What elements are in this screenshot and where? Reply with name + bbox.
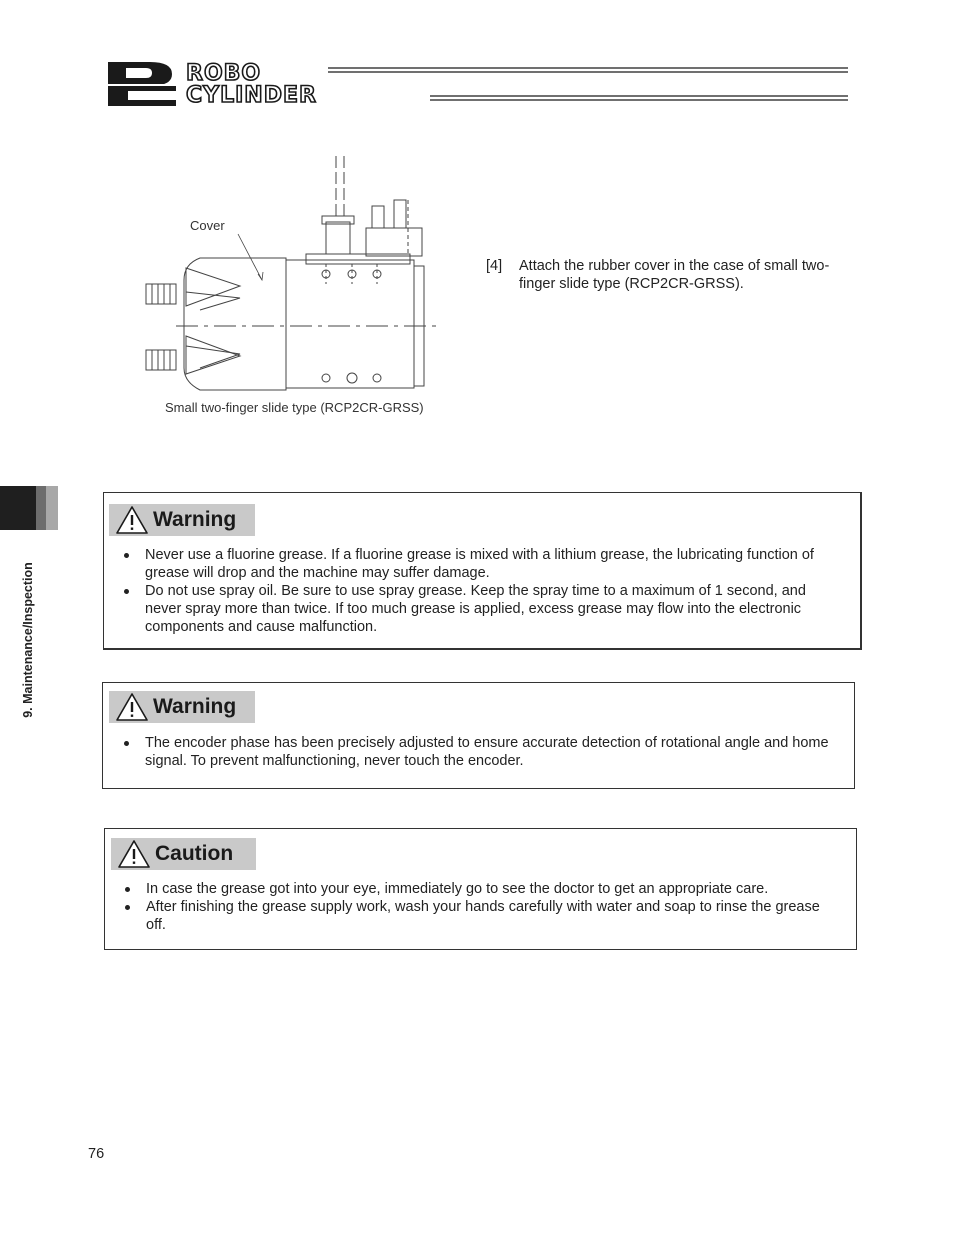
chapter-side-tab [0,486,58,530]
warning-list [120,734,842,770]
warning-triangle-icon [115,505,149,535]
page-number: 76 [88,1146,105,1162]
warning-triangle-icon [115,692,149,722]
diagram-caption: Small two-finger slide type (RCP2CR-GRSS) [165,400,424,415]
warning-box-grease [103,492,862,650]
caution-list [121,880,821,934]
step-number: [4] [486,258,503,274]
list-item: Do not use spray oil. Be sure to use spray grease. Keep the spray time to a maximum of 1 second, and never spray more than twice. If too much grease is applied, excess grease may flow into the electronic components and cause malfunction. [120,582,830,636]
list-item: After finishing the grease supply work, wash your hands carefully with water and soap to rinse the grease off. [121,898,821,934]
warning-list [120,546,830,636]
caution-badge [111,838,256,870]
logo-robo-text: ROBO [186,61,262,86]
warning-badge [109,504,255,536]
gripper-diagram [140,150,450,398]
warning-title: Warning [153,508,237,531]
logo-cylinder-text: CYLINDER [186,83,317,108]
list-item: In case the grease got into your eye, immediately go to see the doctor to get an appropriate care. [121,880,821,898]
list-item: Never use a fluorine grease. If a fluorine grease is mixed with a lithium grease, the lubricating function of grease will drop and the machine may suffer damage. [120,546,830,582]
robo-cylinder-logo [106,58,848,108]
warning-box-encoder [102,682,855,789]
warning-title: Warning [153,695,237,718]
warning-badge [109,691,255,723]
rc-logo-mark [108,62,176,106]
caution-title: Caution [155,842,234,865]
warning-triangle-icon [117,839,151,869]
chapter-side-label: 9. Maintenance/Inspection [21,562,35,718]
list-item: The encoder phase has been precisely adjusted to ensure accurate detection of rotational angle and home signal. To prevent malfunctioning, never touch the encoder. [120,734,842,770]
cover-label: Cover [190,218,225,233]
caution-box [104,828,857,950]
step-text: Attach the rubber cover in the case of small two-finger slide type (RCP2CR-GRSS). [519,258,830,292]
